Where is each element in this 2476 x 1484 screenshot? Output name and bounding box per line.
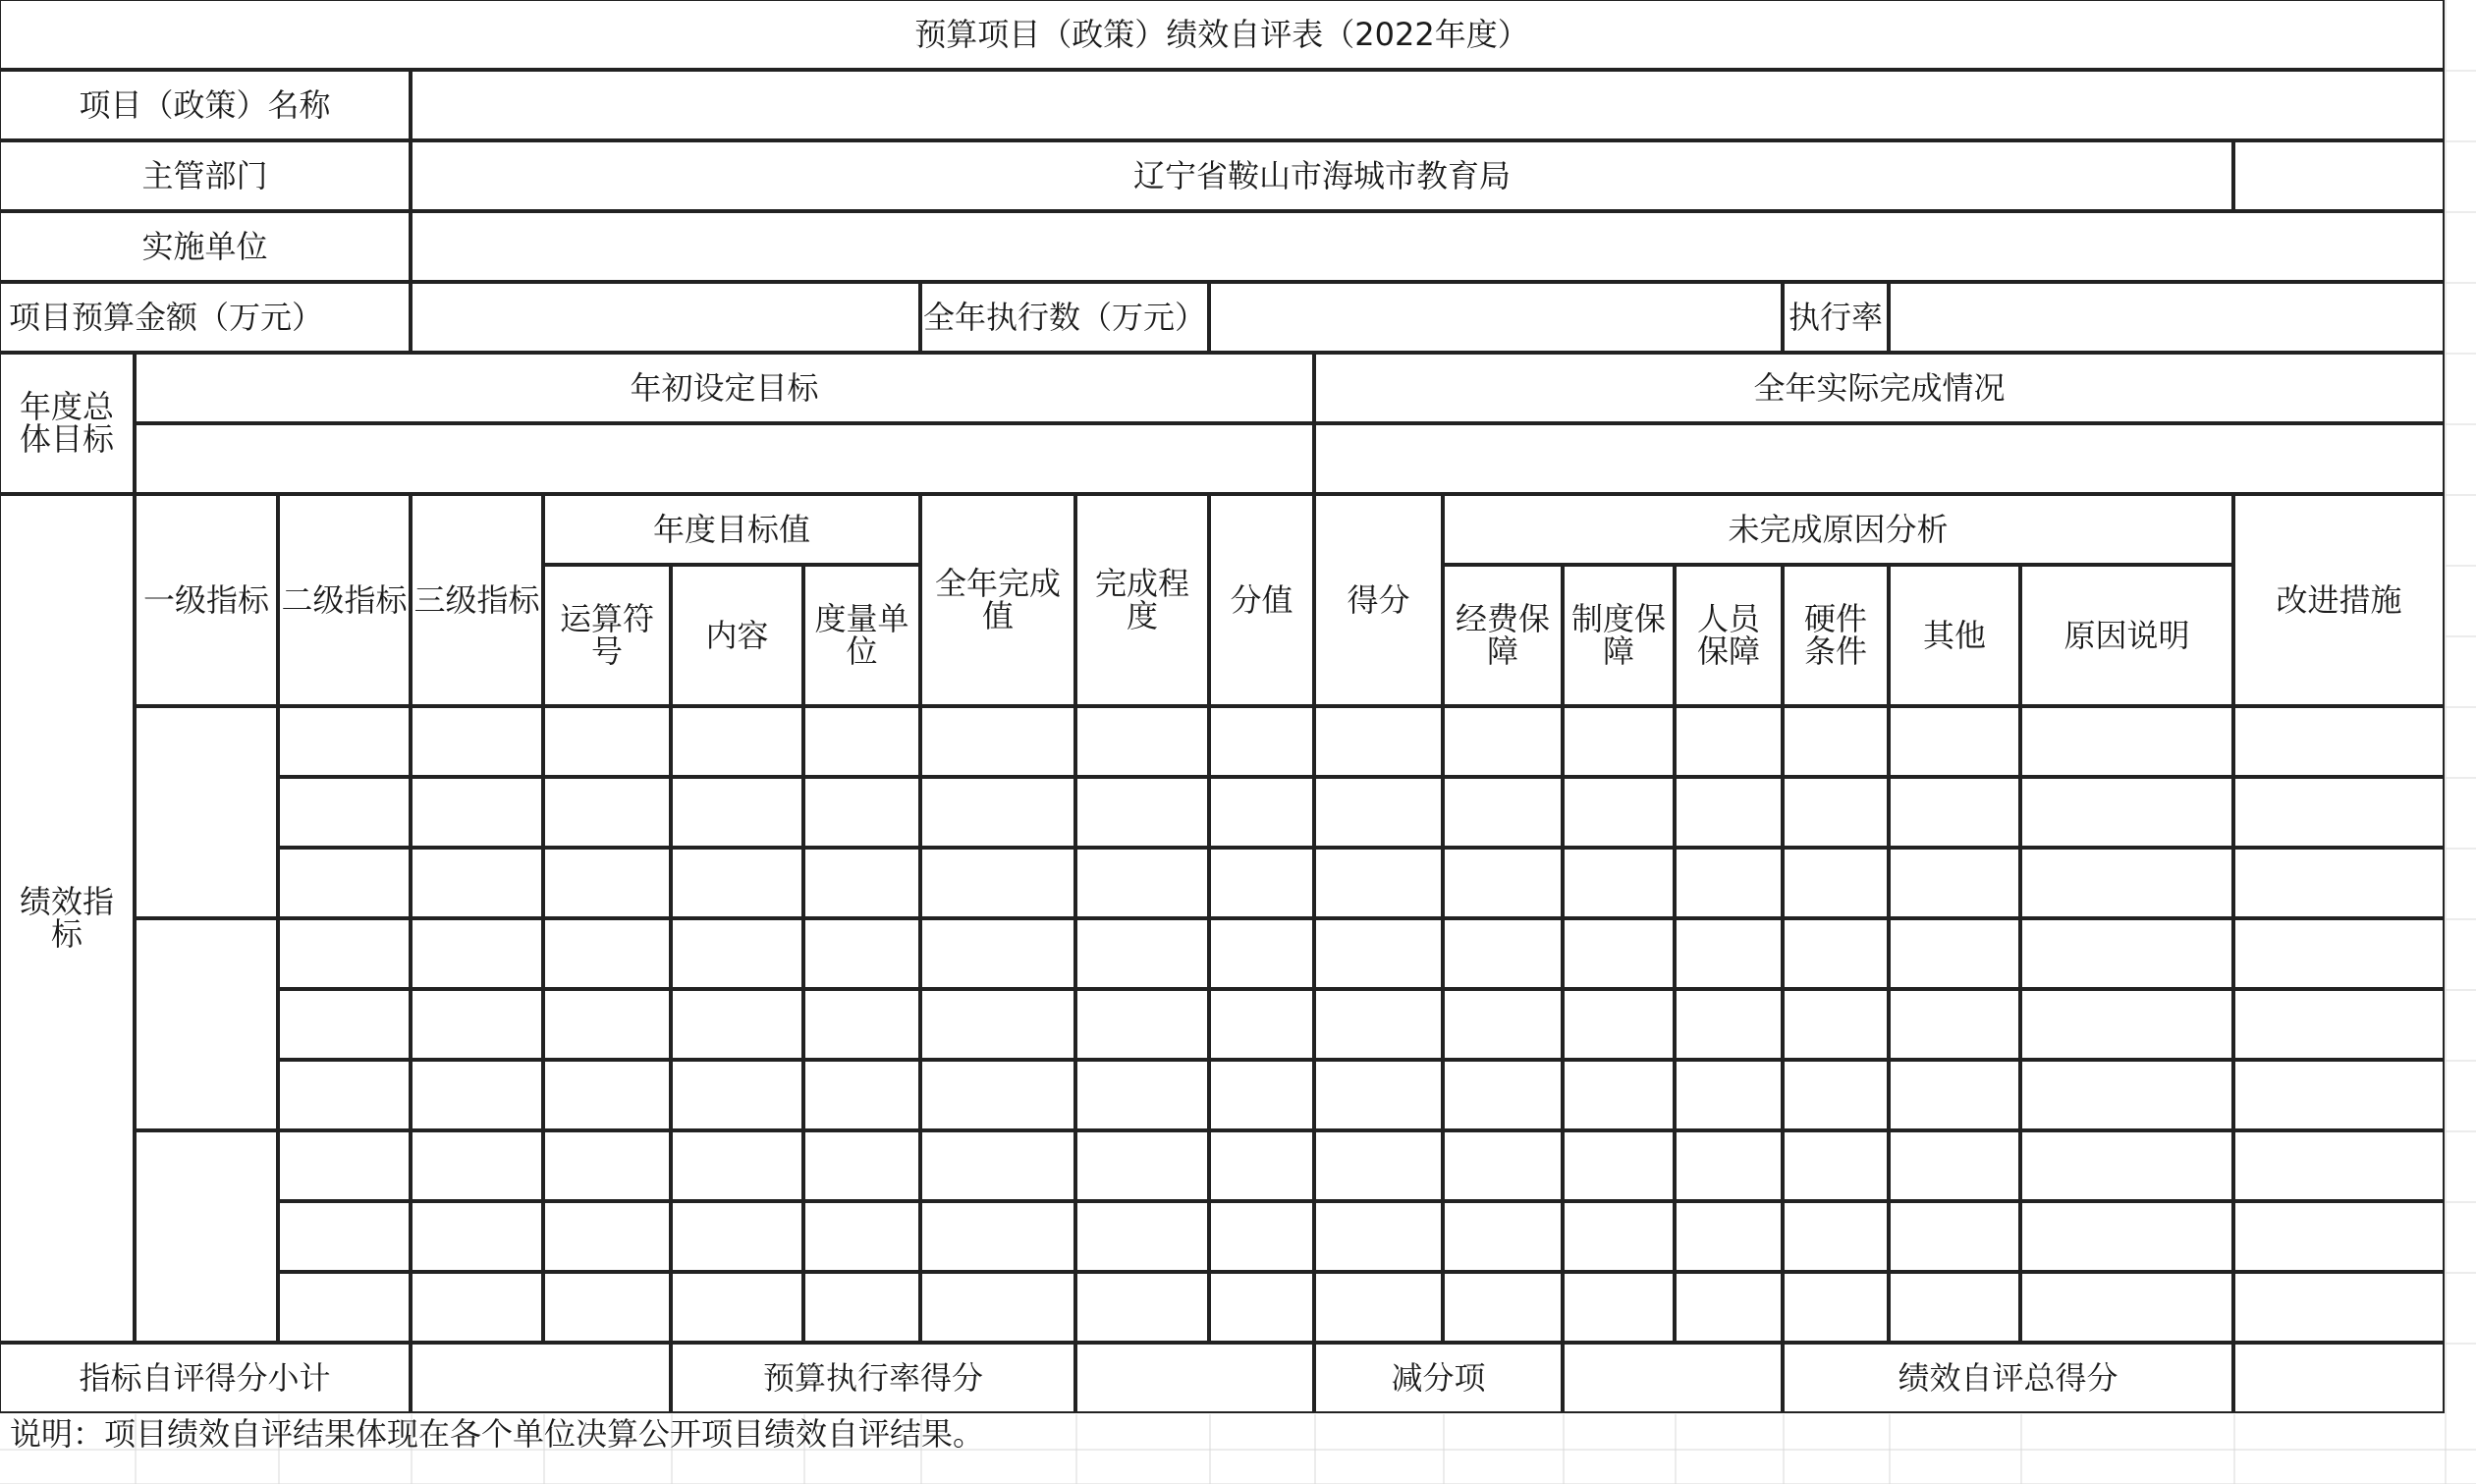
content-cell[interactable] — [671, 918, 803, 989]
measure-unit-header[interactable]: 度量单位 — [803, 565, 920, 706]
level3-cell[interactable] — [411, 706, 543, 777]
system-cell[interactable] — [1563, 1130, 1675, 1201]
staff-cell[interactable] — [1675, 848, 1783, 918]
funding-cell[interactable] — [1443, 1201, 1563, 1272]
staff-cell[interactable] — [1675, 989, 1783, 1060]
content-cell[interactable] — [671, 777, 803, 848]
weight-cell[interactable] — [1209, 918, 1314, 989]
score-cell[interactable] — [1314, 989, 1443, 1060]
content-cell[interactable] — [671, 1130, 803, 1201]
funding-cell[interactable] — [1443, 918, 1563, 989]
level2-cell[interactable] — [278, 989, 411, 1060]
annual-completed-value-header[interactable]: 全年完成值 — [920, 494, 1075, 706]
funding-cell[interactable] — [1443, 848, 1563, 918]
system-cell[interactable] — [1563, 706, 1675, 777]
reason-cell[interactable] — [2020, 1272, 2233, 1343]
system-cell[interactable] — [1563, 918, 1675, 989]
annual-value-cell[interactable] — [920, 1272, 1075, 1343]
annual-value-cell[interactable] — [920, 1060, 1075, 1130]
level3-cell[interactable] — [411, 1272, 543, 1343]
improvement-measures-header[interactable]: 改进措施 — [2233, 494, 2445, 706]
weight-cell[interactable] — [1209, 1130, 1314, 1201]
staff-cell[interactable] — [1675, 1272, 1783, 1343]
completion-cell[interactable] — [1075, 1130, 1209, 1201]
improvement-cell[interactable] — [2233, 848, 2445, 918]
department-extra-cell[interactable] — [2233, 140, 2445, 211]
staff-cell[interactable] — [1675, 706, 1783, 777]
reason-cell[interactable] — [2020, 1060, 2233, 1130]
operator-cell[interactable] — [543, 1272, 671, 1343]
hardware-cell[interactable] — [1783, 918, 1889, 989]
hardware-cell[interactable] — [1783, 1201, 1889, 1272]
staff-cell[interactable] — [1675, 1201, 1783, 1272]
funding-cell[interactable] — [1443, 1060, 1563, 1130]
annual-value-cell[interactable] — [920, 1201, 1075, 1272]
level3-cell[interactable] — [411, 1201, 543, 1272]
unit-cell[interactable] — [803, 1130, 920, 1201]
annual-value-cell[interactable] — [920, 848, 1075, 918]
score-cell[interactable] — [1314, 1272, 1443, 1343]
operator-cell[interactable] — [543, 1060, 671, 1130]
unit-cell[interactable] — [803, 918, 920, 989]
budget-amount-value[interactable] — [411, 282, 920, 353]
content-cell[interactable] — [671, 1060, 803, 1130]
unit-cell[interactable] — [803, 989, 920, 1060]
funding-cell[interactable] — [1443, 706, 1563, 777]
hardware-cell[interactable] — [1783, 1130, 1889, 1201]
unit-cell[interactable] — [803, 1201, 920, 1272]
content-header[interactable]: 内容 — [671, 565, 803, 706]
actual-completion-value[interactable] — [1314, 423, 2445, 494]
score-cell[interactable] — [1314, 1130, 1443, 1201]
annual-goals-label[interactable]: 年度总体目标 — [0, 353, 135, 494]
reason-cell[interactable] — [2020, 777, 2233, 848]
system-cell[interactable] — [1563, 1272, 1675, 1343]
score-cell[interactable] — [1314, 1060, 1443, 1130]
weight-cell[interactable] — [1209, 848, 1314, 918]
table-title[interactable]: 预算项目（政策）绩效自评表（2022年度） — [0, 0, 2445, 70]
unit-cell[interactable] — [803, 777, 920, 848]
level2-cell[interactable] — [278, 918, 411, 989]
unit-cell[interactable] — [803, 706, 920, 777]
completion-cell[interactable] — [1075, 848, 1209, 918]
other-cell[interactable] — [1889, 706, 2020, 777]
reason-cell[interactable] — [2020, 706, 2233, 777]
hardware-cell[interactable] — [1783, 706, 1889, 777]
operator-header[interactable]: 运算符号 — [543, 565, 671, 706]
actual-completion-header[interactable]: 全年实际完成情况 — [1314, 353, 2445, 423]
subtotal-score-value[interactable] — [411, 1343, 671, 1413]
project-name-label[interactable]: 项目（政策）名称 — [0, 70, 411, 140]
completion-cell[interactable] — [1075, 918, 1209, 989]
weight-cell[interactable] — [1209, 1060, 1314, 1130]
level2-cell[interactable] — [278, 777, 411, 848]
funding-cell[interactable] — [1443, 1272, 1563, 1343]
improvement-cell[interactable] — [2233, 1060, 2445, 1130]
level1-indicator-cell[interactable] — [135, 706, 278, 918]
implementing-unit-label[interactable]: 实施单位 — [0, 211, 411, 282]
level3-cell[interactable] — [411, 989, 543, 1060]
completion-cell[interactable] — [1075, 989, 1209, 1060]
total-score-value[interactable] — [2233, 1343, 2445, 1413]
level2-cell[interactable] — [278, 848, 411, 918]
hardware-cell[interactable] — [1783, 1060, 1889, 1130]
funding-cell[interactable] — [1443, 989, 1563, 1060]
score-cell[interactable] — [1314, 777, 1443, 848]
other-cell[interactable] — [1889, 848, 2020, 918]
weight-cell[interactable] — [1209, 1272, 1314, 1343]
weight-cell[interactable] — [1209, 706, 1314, 777]
level2-cell[interactable] — [278, 1272, 411, 1343]
level2-cell[interactable] — [278, 1060, 411, 1130]
annual-execution-value[interactable] — [1209, 282, 1783, 353]
completion-degree-header[interactable]: 完成程度 — [1075, 494, 1209, 706]
annual-target-value-header[interactable]: 年度目标值 — [543, 494, 920, 565]
staff-guarantee-header[interactable]: 人员保障 — [1675, 565, 1783, 706]
hardware-cell[interactable] — [1783, 777, 1889, 848]
weight-header[interactable]: 分值 — [1209, 494, 1314, 706]
budget-execution-score-label[interactable]: 预算执行率得分 — [671, 1343, 1075, 1413]
execution-rate-label[interactable]: 执行率 — [1783, 282, 1889, 353]
improvement-cell[interactable] — [2233, 1130, 2445, 1201]
annual-value-cell[interactable] — [920, 1130, 1075, 1201]
content-cell[interactable] — [671, 1272, 803, 1343]
reason-cell[interactable] — [2020, 1201, 2233, 1272]
improvement-cell[interactable] — [2233, 706, 2445, 777]
other-cell[interactable] — [1889, 918, 2020, 989]
level3-cell[interactable] — [411, 1060, 543, 1130]
other-cell[interactable] — [1889, 1201, 2020, 1272]
level2-cell[interactable] — [278, 706, 411, 777]
staff-cell[interactable] — [1675, 918, 1783, 989]
operator-cell[interactable] — [543, 706, 671, 777]
annual-value-cell[interactable] — [920, 777, 1075, 848]
department-label[interactable]: 主管部门 — [0, 140, 411, 211]
other-cell[interactable] — [1889, 1130, 2020, 1201]
hardware-cell[interactable] — [1783, 1272, 1889, 1343]
completion-cell[interactable] — [1075, 706, 1209, 777]
system-guarantee-header[interactable]: 制度保障 — [1563, 565, 1675, 706]
operator-cell[interactable] — [543, 777, 671, 848]
score-cell[interactable] — [1314, 1201, 1443, 1272]
improvement-cell[interactable] — [2233, 989, 2445, 1060]
operator-cell[interactable] — [543, 848, 671, 918]
annual-value-cell[interactable] — [920, 918, 1075, 989]
reason-cell[interactable] — [2020, 918, 2233, 989]
annual-value-cell[interactable] — [920, 706, 1075, 777]
operator-cell[interactable] — [543, 918, 671, 989]
subtotal-score-label[interactable]: 指标自评得分小计 — [0, 1343, 411, 1413]
unit-cell[interactable] — [803, 1272, 920, 1343]
level3-cell[interactable] — [411, 918, 543, 989]
level2-cell[interactable] — [278, 1130, 411, 1201]
content-cell[interactable] — [671, 848, 803, 918]
funding-guarantee-header[interactable]: 经费保障 — [1443, 565, 1563, 706]
improvement-cell[interactable] — [2233, 1272, 2445, 1343]
reason-description-header[interactable]: 原因说明 — [2020, 565, 2233, 706]
implementing-unit-value[interactable] — [411, 211, 2445, 282]
deduction-label[interactable]: 减分项 — [1314, 1343, 1563, 1413]
completion-cell[interactable] — [1075, 1272, 1209, 1343]
improvement-cell[interactable] — [2233, 1201, 2445, 1272]
total-score-label[interactable]: 绩效自评总得分 — [1783, 1343, 2233, 1413]
content-cell[interactable] — [671, 989, 803, 1060]
improvement-cell[interactable] — [2233, 918, 2445, 989]
staff-cell[interactable] — [1675, 1060, 1783, 1130]
system-cell[interactable] — [1563, 1060, 1675, 1130]
system-cell[interactable] — [1563, 777, 1675, 848]
level3-cell[interactable] — [411, 848, 543, 918]
level1-indicator-cell[interactable] — [135, 1130, 278, 1343]
initial-goals-value[interactable] — [135, 423, 1314, 494]
execution-rate-value[interactable] — [1889, 282, 2445, 353]
weight-cell[interactable] — [1209, 777, 1314, 848]
operator-cell[interactable] — [543, 1130, 671, 1201]
staff-cell[interactable] — [1675, 777, 1783, 848]
performance-indicators-label[interactable]: 绩效指标 — [0, 494, 135, 1343]
reason-cell[interactable] — [2020, 989, 2233, 1060]
incomplete-reason-header[interactable]: 未完成原因分析 — [1443, 494, 2233, 565]
unit-cell[interactable] — [803, 848, 920, 918]
reason-cell[interactable] — [2020, 848, 2233, 918]
operator-cell[interactable] — [543, 1201, 671, 1272]
system-cell[interactable] — [1563, 989, 1675, 1060]
annual-value-cell[interactable] — [920, 989, 1075, 1060]
level3-indicator-header[interactable]: 三级指标 — [411, 494, 543, 706]
funding-cell[interactable] — [1443, 1130, 1563, 1201]
content-cell[interactable] — [671, 1201, 803, 1272]
hardware-cell[interactable] — [1783, 848, 1889, 918]
budget-amount-label[interactable]: 项目预算金额（万元） — [0, 282, 411, 353]
system-cell[interactable] — [1563, 1201, 1675, 1272]
content-cell[interactable] — [671, 706, 803, 777]
weight-cell[interactable] — [1209, 989, 1314, 1060]
staff-cell[interactable] — [1675, 1130, 1783, 1201]
score-cell[interactable] — [1314, 918, 1443, 989]
deduction-value[interactable] — [1563, 1343, 1783, 1413]
operator-cell[interactable] — [543, 989, 671, 1060]
system-cell[interactable] — [1563, 848, 1675, 918]
completion-cell[interactable] — [1075, 777, 1209, 848]
hardware-condition-header[interactable]: 硬件条件 — [1783, 565, 1889, 706]
project-name-value[interactable] — [411, 70, 2445, 140]
budget-execution-score-value[interactable] — [1075, 1343, 1314, 1413]
other-cell[interactable] — [1889, 1272, 2020, 1343]
table-note: 说明：项目绩效自评结果体现在各个单位决算公开项目绩效自评结果。 — [10, 1415, 985, 1453]
department-value[interactable]: 辽宁省鞍山市海城市教育局 — [411, 140, 2233, 211]
reason-cell[interactable] — [2020, 1130, 2233, 1201]
improvement-cell[interactable] — [2233, 777, 2445, 848]
weight-cell[interactable] — [1209, 1201, 1314, 1272]
other-cell[interactable] — [1889, 777, 2020, 848]
completion-cell[interactable] — [1075, 1060, 1209, 1130]
level3-cell[interactable] — [411, 1130, 543, 1201]
score-header[interactable]: 得分 — [1314, 494, 1443, 706]
annual-execution-label[interactable]: 全年执行数（万元） — [920, 282, 1209, 353]
level1-indicator-cell[interactable] — [135, 918, 278, 1130]
level2-cell[interactable] — [278, 1201, 411, 1272]
funding-cell[interactable] — [1443, 777, 1563, 848]
level3-cell[interactable] — [411, 777, 543, 848]
score-cell[interactable] — [1314, 706, 1443, 777]
initial-goals-header[interactable]: 年初设定目标 — [135, 353, 1314, 423]
other-cell[interactable] — [1889, 1060, 2020, 1130]
level2-indicator-header[interactable]: 二级指标 — [278, 494, 411, 706]
hardware-cell[interactable] — [1783, 989, 1889, 1060]
other-cell[interactable] — [1889, 989, 2020, 1060]
level1-indicator-header[interactable]: 一级指标 — [135, 494, 278, 706]
other-reason-header[interactable]: 其他 — [1889, 565, 2020, 706]
completion-cell[interactable] — [1075, 1201, 1209, 1272]
unit-cell[interactable] — [803, 1060, 920, 1130]
score-cell[interactable] — [1314, 848, 1443, 918]
